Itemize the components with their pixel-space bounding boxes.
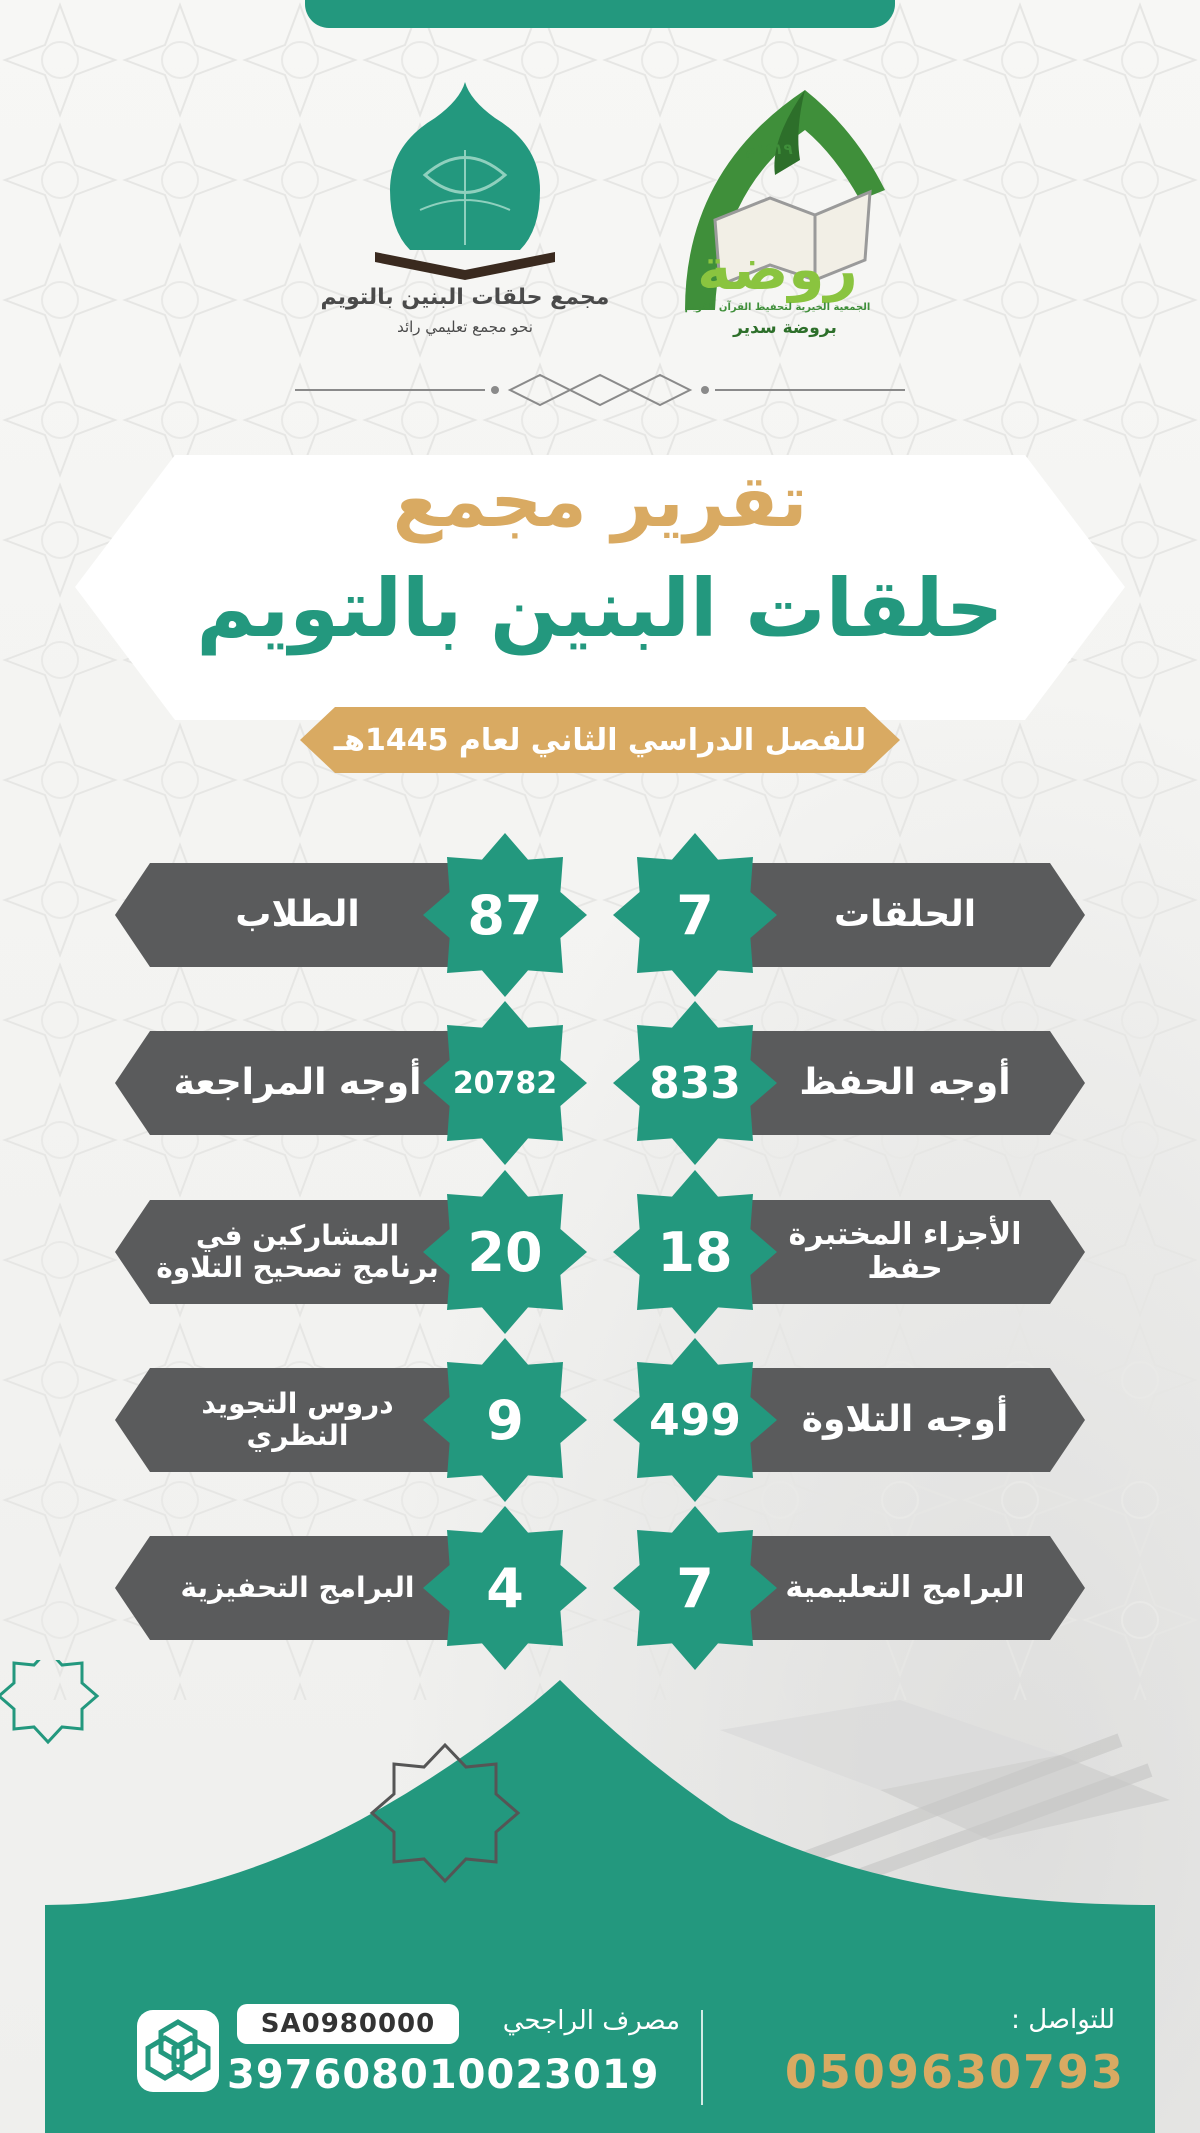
stat-left-value: 20782 xyxy=(452,1065,558,1101)
stat-right-value: 499 xyxy=(649,1394,741,1446)
rawdha-city: بروضة سدير xyxy=(733,318,837,338)
bank-name: مصرف الراجحي xyxy=(502,2006,680,2036)
subtitle: للفصل الدراسي الثاني لعام 1445هـ xyxy=(333,722,867,758)
rawdha-tagline: الجمعية الخيرية لتحفيظ القرآن الكريم xyxy=(684,302,871,313)
footer xyxy=(45,1960,1155,2133)
stat-left-value: 20 xyxy=(467,1220,543,1284)
stat-right-label: أوجه الحفظ xyxy=(799,1062,1011,1104)
stat-left-label: المشاركين في برنامج تصحيح التلاوة xyxy=(156,1218,439,1284)
complex-name: مجمع حلقات البنين بالتويم xyxy=(320,285,610,310)
stat-right-label: الأجزاء المختبرة حفظ xyxy=(788,1216,1022,1286)
stat-left-label: الطلاب xyxy=(235,894,360,936)
iban-part-1[interactable]: SA0980000 xyxy=(237,2004,459,2044)
iban-part-2[interactable]: 397608010023019 xyxy=(227,2052,660,2098)
footer-divider xyxy=(701,2010,703,2105)
stat-left-label: دروس التجويد النظري xyxy=(201,1386,394,1452)
title-line-2: حلقات البنين بالتويم xyxy=(196,562,1004,655)
stat-right-value: 833 xyxy=(649,1057,741,1109)
stat-left-value: 87 xyxy=(467,883,543,947)
stat-left-label: أوجه المراجعة xyxy=(173,1062,422,1104)
stat-right-value: 7 xyxy=(676,1556,714,1620)
stat-right-label: الحلقات xyxy=(833,894,977,936)
rawdha-name: روضة xyxy=(697,235,858,303)
stat-right-value: 18 xyxy=(657,1220,733,1284)
stat-right-value: 7 xyxy=(676,883,714,947)
contact-label: للتواصل : xyxy=(1011,2005,1115,2035)
stat-left-label: البرامج التحفيزية xyxy=(180,1570,415,1604)
title-line-1: تقرير مجمع xyxy=(392,459,808,543)
stat-left-value: 4 xyxy=(486,1556,524,1620)
stat-right-label: البرامج التعليمية xyxy=(785,1569,1025,1605)
alrajhi-logo-icon xyxy=(137,2010,219,2092)
complex-slogan: نحو مجمع تعليمي رائد xyxy=(397,318,533,336)
phone-number[interactable]: 0509630793 xyxy=(784,2045,1125,2099)
stat-right-label: أوجه التلاوة xyxy=(801,1399,1009,1441)
bank-logo-box xyxy=(137,2010,219,2092)
rawdha-year: ١٤١٩م xyxy=(745,140,793,158)
stat-left-value: 9 xyxy=(486,1388,524,1452)
